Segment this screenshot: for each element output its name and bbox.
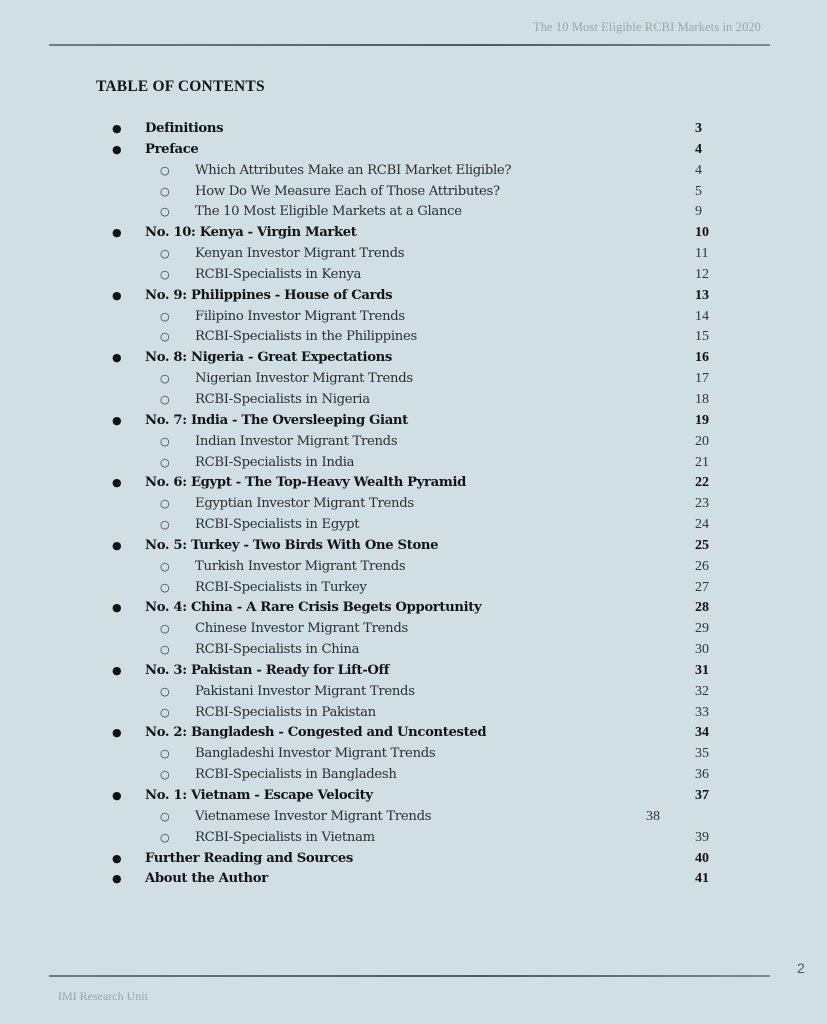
toc-subsection-entry[interactable]: [0, 453, 827, 474]
header-divider: [49, 44, 770, 46]
toc-entry-page-number: 32: [695, 683, 709, 699]
toc-subsection-entry[interactable]: [0, 307, 827, 328]
toc-entry-page-number: 13: [695, 287, 709, 303]
hollow-bullet-icon: ○: [160, 622, 170, 636]
hollow-bullet-icon: ○: [160, 684, 170, 698]
toc-entry-label[interactable]: Bangladeshi Investor Migrant Trends: [195, 746, 436, 762]
toc-section-entry[interactable]: [0, 786, 827, 807]
toc-subsection-entry[interactable]: [0, 619, 827, 640]
toc-entry-label[interactable]: RCBI-Specialists in Bangladesh: [195, 767, 397, 783]
filled-bullet-icon: ●: [112, 726, 122, 740]
toc-entry-label[interactable]: About the Author: [145, 871, 268, 887]
toc-section-entry[interactable]: [0, 286, 827, 307]
footer-divider: [49, 975, 770, 977]
toc-entry-page-number: 14: [695, 308, 709, 324]
hollow-bullet-icon: ○: [160, 705, 170, 719]
filled-bullet-icon: ●: [112, 351, 122, 365]
toc-section-entry[interactable]: [0, 536, 827, 557]
hollow-bullet-icon: ○: [160, 247, 170, 261]
toc-entry-page-number: 10: [695, 225, 709, 241]
toc-entry-label[interactable]: No. 10: Kenya - Virgin Market: [145, 225, 357, 241]
toc-entry-label[interactable]: No. 2: Bangladesh - Congested and Uncontested: [145, 725, 487, 741]
filled-bullet-icon: ●: [112, 872, 122, 886]
filled-bullet-icon: ●: [112, 122, 122, 135]
toc-subsection-entry[interactable]: [0, 390, 827, 411]
toc-entry-label[interactable]: RCBI-Specialists in Kenya: [195, 266, 362, 282]
running-header-title: The 10 Most Eligible RCBI Markets in 2020: [532, 20, 761, 34]
toc-subsection-entry[interactable]: [0, 682, 827, 703]
toc-subsection-entry[interactable]: [0, 578, 827, 599]
toc-entry-label[interactable]: RCBI-Specialists in China: [195, 642, 360, 658]
toc-heading: TABLE OF CONTENTS: [96, 78, 265, 95]
toc-section-entry[interactable]: [0, 119, 827, 140]
toc-entry-label[interactable]: Egyptian Investor Migrant Trends: [195, 496, 414, 512]
toc-entry-page-number: 15: [695, 329, 709, 345]
hollow-bullet-icon: ○: [160, 559, 170, 573]
toc-section-entry[interactable]: [0, 598, 827, 619]
toc-entry-page-number: 35: [695, 746, 709, 762]
hollow-bullet-icon: ○: [160, 747, 170, 761]
table-of-contents: [0, 119, 827, 890]
toc-subsection-entry[interactable]: [0, 515, 827, 536]
hollow-bullet-icon: ○: [160, 205, 170, 219]
hollow-bullet-icon: ○: [160, 643, 170, 657]
toc-entry-label[interactable]: RCBI-Specialists in Egypt: [195, 517, 360, 533]
hollow-bullet-icon: ○: [160, 330, 170, 344]
hollow-bullet-icon: ○: [160, 267, 170, 281]
filled-bullet-icon: ●: [112, 142, 122, 156]
hollow-bullet-icon: ○: [160, 518, 170, 532]
filled-bullet-icon: ●: [112, 789, 122, 802]
toc-entry-page-number: 16: [695, 350, 709, 366]
toc-entry-page-number: 11: [695, 246, 709, 262]
hollow-bullet-icon: ○: [160, 580, 170, 594]
toc-subsection-entry[interactable]: [0, 202, 827, 223]
toc-entry-label[interactable]: RCBI-Specialists in Vietnam: [195, 829, 375, 845]
toc-entry-label[interactable]: Nigerian Investor Migrant Trends: [195, 371, 413, 387]
toc-entry-label[interactable]: RCBI-Specialists in the Philippines: [195, 329, 417, 345]
toc-entry-page-number: 23: [695, 496, 709, 512]
toc-entry-label[interactable]: Which Attributes Make an RCBI Market Eligible?: [195, 162, 512, 178]
toc-entry-page-number: 30: [695, 642, 709, 658]
toc-section-entry[interactable]: [0, 473, 827, 494]
toc-entry-label[interactable]: No. 8: Nigeria - Great Expectations: [145, 350, 392, 366]
hollow-bullet-icon: ○: [160, 455, 170, 469]
toc-entry-page-number: 18: [695, 391, 709, 407]
toc-section-entry[interactable]: [0, 661, 827, 682]
toc-entry-label[interactable]: Indian Investor Migrant Trends: [195, 433, 398, 449]
toc-subsection-entry[interactable]: [0, 327, 827, 348]
filled-bullet-icon: ●: [112, 413, 122, 427]
toc-subsection-entry[interactable]: [0, 494, 827, 515]
toc-entry-label[interactable]: No. 5: Turkey - Two Birds With One Stone: [145, 537, 439, 553]
toc-subsection-entry[interactable]: [0, 557, 827, 578]
toc-entry-page-number: 17: [695, 371, 709, 387]
toc-entry-label[interactable]: No. 6: Egypt - The Top-Heavy Wealth Pyramid: [145, 475, 466, 491]
hollow-bullet-icon: ○: [160, 184, 170, 198]
toc-entry-page-number: 29: [695, 621, 709, 637]
page-number: 2: [797, 960, 805, 976]
toc-entry-page-number: 24: [695, 517, 709, 533]
toc-entry-label[interactable]: The 10 Most Eligible Markets at a Glance: [195, 204, 462, 220]
filled-bullet-icon: ●: [112, 226, 122, 240]
toc-entry-label[interactable]: Pakistani Investor Migrant Trends: [195, 683, 415, 699]
toc-entry-page-number: 9: [695, 204, 702, 220]
toc-entry-label[interactable]: Chinese Investor Migrant Trends: [195, 621, 408, 637]
toc-entry-page-number: 39: [695, 829, 709, 845]
toc-section-entry[interactable]: [0, 849, 827, 870]
toc-entry-page-number: 5: [695, 183, 702, 199]
hollow-bullet-icon: ○: [160, 434, 170, 448]
toc-subsection-entry[interactable]: [0, 744, 827, 765]
toc-entry-page-number: 3: [695, 121, 702, 136]
toc-entry-label[interactable]: How Do We Measure Each of Those Attributes?: [195, 183, 500, 199]
toc-entry-label[interactable]: Kenyan Investor Migrant Trends: [195, 246, 405, 262]
toc-subsection-entry[interactable]: [0, 765, 827, 786]
toc-entry-page-number: 41: [695, 871, 709, 887]
hollow-bullet-icon: ○: [160, 809, 170, 823]
toc-entry-page-number: 28: [695, 600, 709, 616]
toc-subsection-entry[interactable]: [0, 807, 827, 828]
footer-text: IMI Research Unit: [58, 989, 148, 1003]
toc-entry-label[interactable]: RCBI-Specialists in Nigeria: [195, 391, 370, 407]
toc-entry-page-number: 21: [695, 454, 709, 470]
toc-subsection-entry[interactable]: [0, 265, 827, 286]
filled-bullet-icon: ●: [112, 476, 122, 490]
toc-entry-page-number: 34: [695, 725, 709, 741]
toc-subsection-entry[interactable]: [0, 369, 827, 390]
hollow-bullet-icon: ○: [160, 309, 170, 323]
toc-entry-label[interactable]: No. 3: Pakistan - Ready for Lift-Off: [145, 662, 390, 678]
toc-entry-page-number: 19: [695, 412, 709, 428]
toc-entry-label[interactable]: No. 7: India - The Oversleeping Giant: [145, 412, 408, 428]
toc-entry-page-number: 31: [695, 662, 709, 678]
filled-bullet-icon: ●: [112, 538, 122, 552]
toc-entry-page-number: 12: [695, 266, 709, 282]
toc-section-entry[interactable]: [0, 411, 827, 432]
hollow-bullet-icon: ○: [160, 497, 170, 511]
toc-entry-label[interactable]: Turkish Investor Migrant Trends: [195, 558, 406, 574]
toc-entry-label[interactable]: No. 9: Philippines - House of Cards: [145, 287, 393, 303]
toc-entry-label[interactable]: RCBI-Specialists in Pakistan: [195, 704, 376, 720]
hollow-bullet-icon: ○: [160, 392, 170, 406]
toc-entry-page-number: 20: [695, 433, 709, 449]
filled-bullet-icon: ●: [112, 601, 122, 615]
toc-entry-label[interactable]: Vietnamese Investor Migrant Trends: [195, 808, 432, 824]
toc-entry-label[interactable]: Further Reading and Sources: [145, 850, 353, 866]
toc-entry-label[interactable]: Definitions: [145, 121, 224, 136]
toc-section-entry[interactable]: [0, 223, 827, 244]
toc-entry-label[interactable]: Filipino Investor Migrant Trends: [195, 308, 405, 324]
toc-entry-label[interactable]: RCBI-Specialists in Turkey: [195, 579, 367, 595]
toc-entry-page-number: 22: [695, 475, 709, 491]
toc-section-entry[interactable]: [0, 723, 827, 744]
hollow-bullet-icon: ○: [160, 163, 170, 177]
toc-subsection-entry[interactable]: [0, 161, 827, 182]
toc-subsection-entry[interactable]: [0, 828, 827, 849]
toc-entry-page-number: 33: [695, 704, 709, 720]
toc-subsection-entry[interactable]: [0, 244, 827, 265]
toc-entry-page-number: 27: [695, 579, 709, 595]
toc-entry-page-number: 38: [646, 808, 660, 824]
toc-entry-label[interactable]: RCBI-Specialists in India: [195, 454, 355, 470]
toc-entry-page-number: 36: [695, 767, 709, 783]
hollow-bullet-icon: ○: [160, 768, 170, 782]
toc-entry-label[interactable]: No. 1: Vietnam - Escape Velocity: [145, 788, 373, 803]
hollow-bullet-icon: ○: [160, 372, 170, 386]
toc-entry-label[interactable]: Preface: [145, 141, 199, 157]
toc-subsection-entry[interactable]: [0, 182, 827, 203]
toc-section-entry[interactable]: [0, 348, 827, 369]
toc-section-entry[interactable]: [0, 869, 827, 890]
toc-entry-label[interactable]: No. 4: China - A Rare Crisis Begets Opportunity: [145, 600, 482, 616]
toc-entry-page-number: 4: [695, 162, 702, 178]
toc-entry-page-number: 37: [695, 788, 709, 803]
toc-subsection-entry[interactable]: [0, 432, 827, 453]
toc-entry-page-number: 4: [695, 141, 702, 157]
filled-bullet-icon: ●: [112, 851, 122, 865]
toc-entry-page-number: 25: [695, 537, 709, 553]
filled-bullet-icon: ●: [112, 288, 122, 302]
hollow-bullet-icon: ○: [160, 830, 170, 844]
toc-entry-page-number: 26: [695, 558, 709, 574]
toc-section-entry[interactable]: [0, 140, 827, 161]
toc-subsection-entry[interactable]: [0, 703, 827, 724]
toc-subsection-entry[interactable]: [0, 640, 827, 661]
filled-bullet-icon: ●: [112, 663, 122, 677]
toc-entry-page-number: 40: [695, 850, 709, 866]
